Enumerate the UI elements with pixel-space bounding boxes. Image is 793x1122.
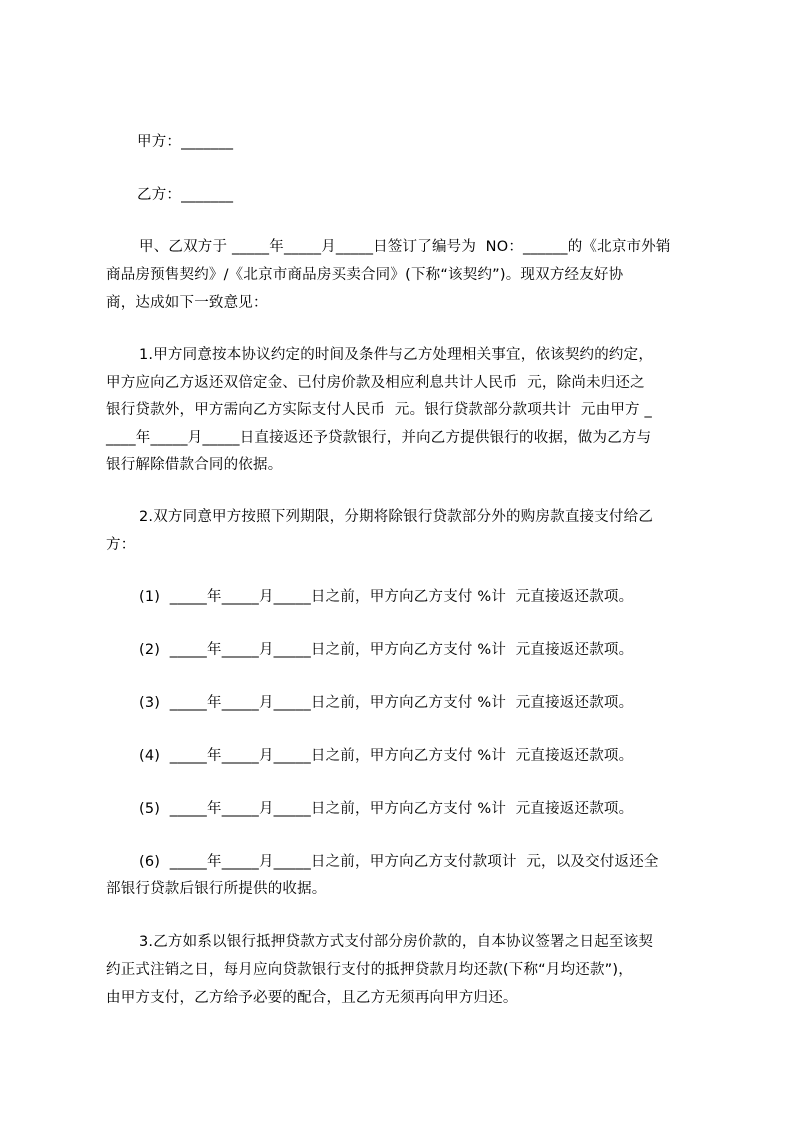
party-b-line: 乙方：_______ (137, 187, 234, 203)
installment-6-line-1: (6) _____年_____月_____日之前，甲方向乙方支付款项计 元，以及交付返还全 (139, 854, 659, 870)
clause2-line-2: 方： (106, 537, 136, 553)
clause1-line-4: ____年_____月_____日直接返还予贷款银行，并向乙方提供银行的收据，做为乙方与 (106, 430, 652, 446)
clause1-line-3: 银行贷款外，甲方需向乙方实际支付人民币 元。银行贷款部分款项共计 元由甲方 _ (106, 402, 652, 418)
clause1-line-1: 1.甲方同意按本协议约定的时间及条件与乙方处理相关事宜，依该契约的约定， (139, 347, 654, 363)
installment-2: (2) _____年_____月_____日之前，甲方向乙方支付 %计 元直接返还款项。 (139, 642, 634, 658)
installment-6-line-2: 部银行贷款后银行所提供的收据。 (106, 881, 327, 897)
installment-5: (5) _____年_____月_____日之前，甲方向乙方支付 %计 元直接返还款项。 (139, 801, 634, 817)
intro-line-1: 甲、乙双方于 _____年_____月_____日签订了编号为 NO：______的《北京市外销 (139, 239, 671, 255)
clause1-line-2: 甲方应向乙方返还双倍定金、已付房价款及相应利息共计人民币 元，除尚未归还之 (106, 375, 645, 391)
clause2-line-1: 2.双方同意甲方按照下列期限，分期将除银行贷款部分外的购房款直接支付给乙 (139, 509, 654, 525)
installment-1: (1) _____年_____月_____日之前，甲方向乙方支付 %计 元直接返还款项。 (139, 589, 634, 605)
installment-3: (3) _____年_____月_____日之前，甲方向乙方支付 %计 元直接返还款项。 (139, 695, 634, 711)
intro-line-3: 商，达成如下一致意见： (106, 295, 268, 311)
installment-4: (4) _____年_____月_____日之前，甲方向乙方支付 %计 元直接返还款项。 (139, 748, 634, 764)
clause1-line-5: 银行解除借款合同的依据。 (106, 457, 283, 473)
clause3-line-3: 由甲方支付，乙方给予必要的配合，且乙方无须再向甲方归还。 (106, 990, 518, 1006)
clause3-line-1: 3.乙方如系以银行抵押贷款方式支付部分房价款的，自本协议签署之日起至该契 (139, 934, 654, 950)
clause3-line-2: 约正式注销之日，每月应向贷款银行支付的抵押贷款月均还款(下称“月均还款”)， (106, 962, 633, 978)
intro-line-2: 商品房预售契约》/《北京市商品房买卖合同》(下称“该契约”)。现双方经友好协 (106, 267, 624, 283)
party-a-line: 甲方：_______ (137, 134, 234, 150)
